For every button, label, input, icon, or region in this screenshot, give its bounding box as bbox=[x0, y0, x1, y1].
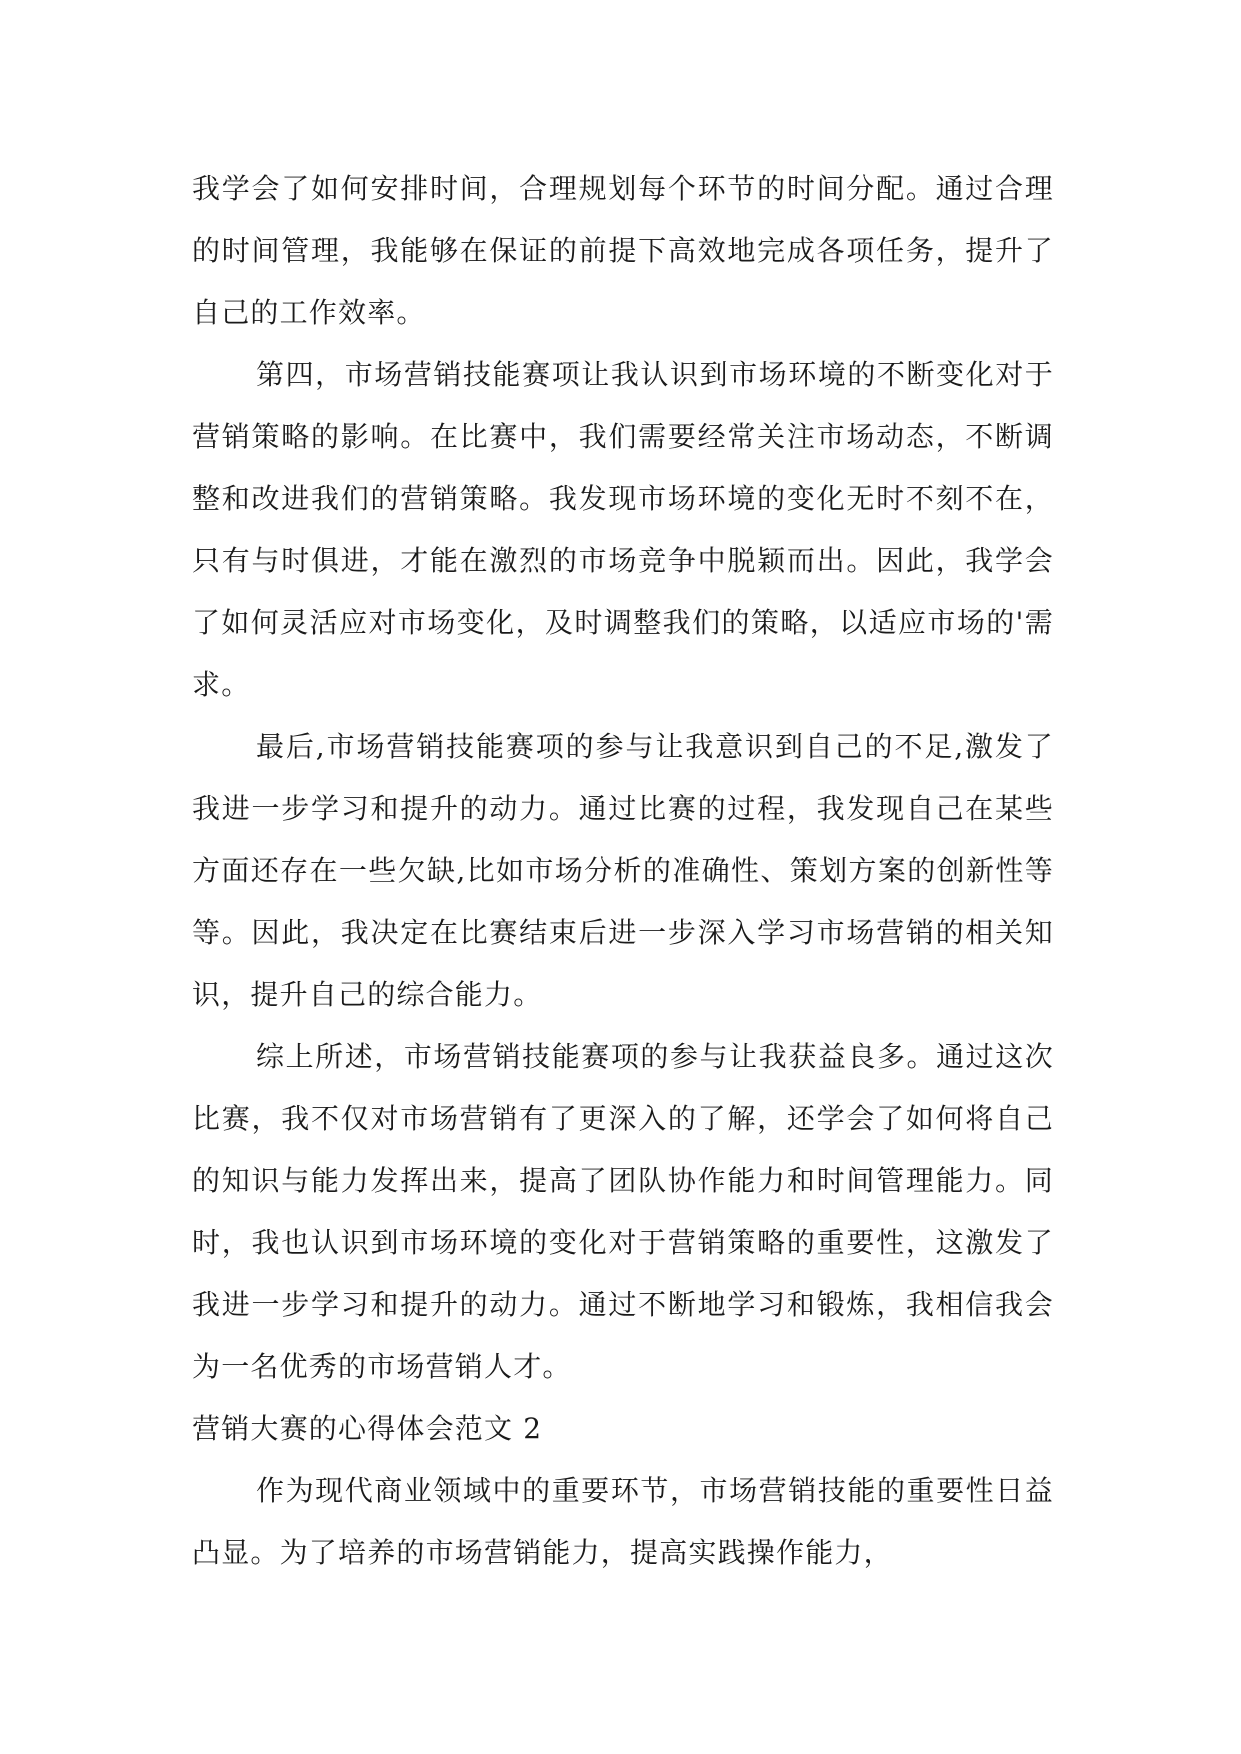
section-title: 营销大赛的心得体会范文 2 bbox=[192, 1412, 543, 1445]
paragraph-fourth-point: 第四，市场营销技能赛项让我认识到市场环境的不断变化对于营销策略的影响。在比赛中，我们需要经常关注市场动态，不断调整和改进我们的营销策略。我发现市场环境的变化无时不刻不在，只有与时俱进，才能在激烈的市场竞争中脱颖而出。因此，我学会了如何灵活应对市场变化，及时调整我们的策略，以适应市场的'需求。 bbox=[192, 358, 1054, 701]
paragraph-summary: 综上所述，市场营销技能赛项的参与让我获益良多。通过这次比赛，我不仅对市场营销有了更深入的了解，还学会了如何将自己的知识与能力发挥出来，提高了团队协作能力和时间管理能力。同时，我也认识到市场环境的变化对于营销策略的重要性，这激发了我进一步学习和提升的动力。通过不断地学习和锻炼，我相信我会为一名优秀的市场营销人才。 bbox=[192, 1040, 1054, 1383]
paragraph-lastly: 最后,市场营销技能赛项的参与让我意识到自己的不足,激发了我进一步学习和提升的动力。通过比赛的过程，我发现自己在某些方面还存在一些欠缺,比如市场分析的准确性、策划方案的创新性等等。因此，我决定在比赛结束后进一步深入学习市场营销的相关知识，提升自己的综合能力。 bbox=[192, 730, 1054, 1011]
paragraph-section-intro: 作为现代商业领域中的重要环节，市场营销技能的重要性日益凸显。为了培养的市场营销能力，提高实践操作能力， bbox=[192, 1474, 1054, 1569]
document-body bbox=[192, 158, 1054, 1584]
paragraph-continuation: 我学会了如何安排时间，合理规划每个环节的时间分配。通过合理的时间管理，我能够在保证的前提下高效地完成各项任务，提升了自己的工作效率。 bbox=[192, 172, 1054, 329]
